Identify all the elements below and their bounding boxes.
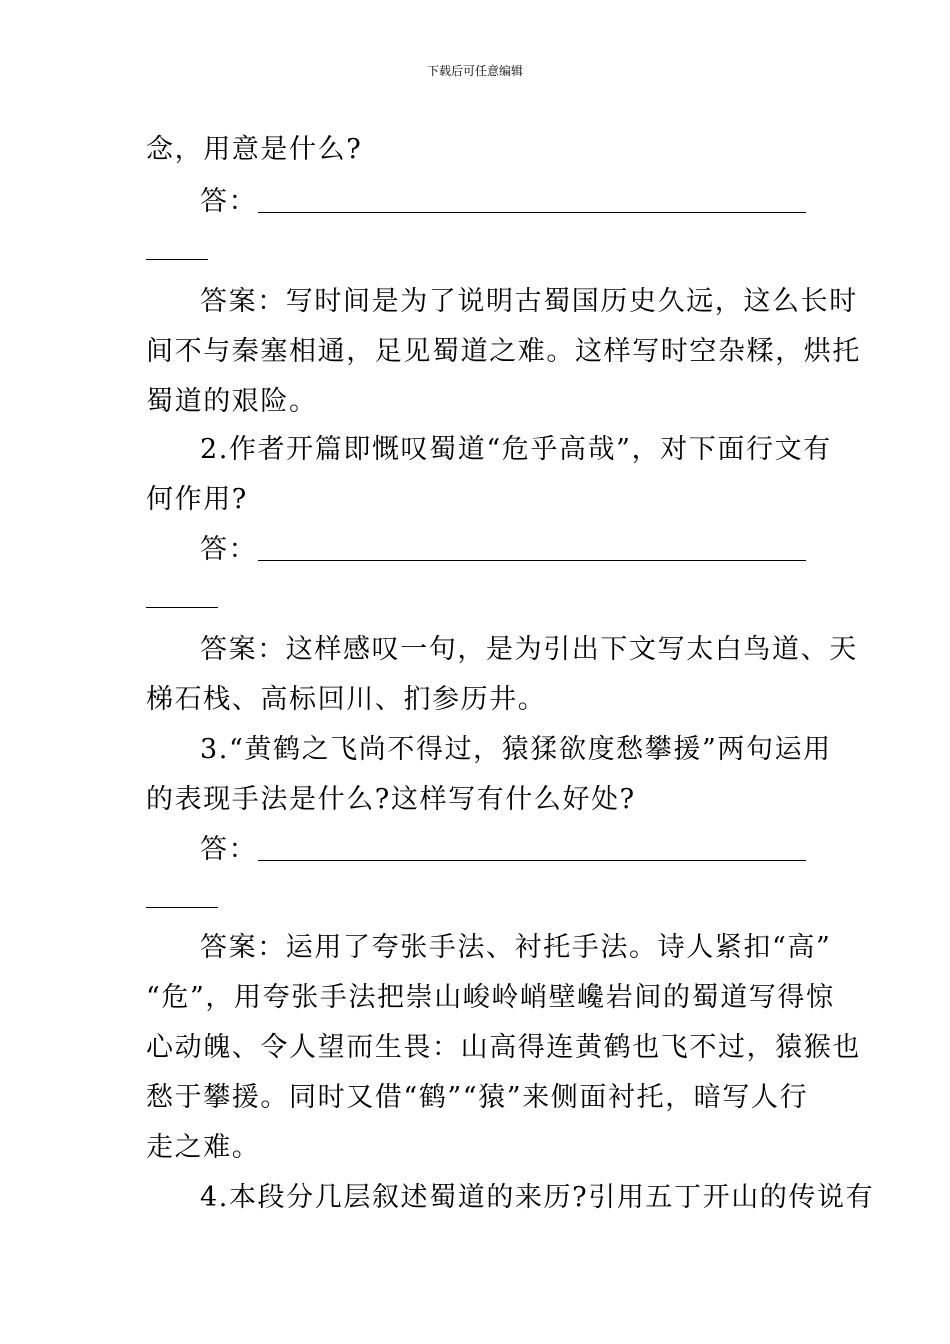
text-line: 蜀道的艰险。 [146,386,318,417]
page-header: 下载后可任意编辑 [426,64,523,78]
text-line: “危”，用夸张手法把崇山峻岭峭壁巉岩间的蜀道写得惊 [146,982,835,1013]
text-line: 何作用? [146,484,248,515]
text-line: 答案：这样感叹一句，是为引出下文写太白鸟道、天 [200,634,858,665]
text-line: 愁于攀援。同时又借“鹤”“猿”来侧面衬托，暗写人行 [146,1082,809,1113]
answer-blank-line-tail [146,907,218,908]
answer-blank-line[interactable] [258,560,806,561]
answer-blank-line[interactable] [258,860,806,861]
text-line: 2.作者开篇即慨叹蜀道“危乎高哉”，对下面行文有 [200,434,832,465]
text-line: 答案：运用了夸张手法、衬托手法。诗人紧扣“高” [200,932,832,963]
text-line: 的表现手法是什么?这样写有什么好处? [146,784,636,815]
answer-blank-line-tail [146,607,218,608]
text-line: 梯石栈、高标回川、扪参历井。 [146,684,547,715]
text-line: 走之难。 [146,1132,261,1163]
answer-blank-line-tail [146,259,208,260]
text-line: 间不与秦塞相通，足见蜀道之难。这样写时空杂糅，烘托 [146,336,861,367]
answer-label: 答： [200,834,258,865]
answer-blank-line[interactable] [258,212,806,213]
answer-label: 答： [200,534,258,565]
text-line: 念，用意是什么? [146,134,363,165]
text-line: 4.本段分几层叙述蜀道的来历?引用五丁开山的传说有 [200,1182,875,1213]
text-line: 答案：写时间是为了说明古蜀国历史久远，这么长时 [200,286,858,317]
text-line: 心动魄、令人望而生畏：山高得连黄鹤也飞不过，猿猴也 [146,1032,861,1063]
answer-label: 答： [200,186,258,217]
text-line: 3.“黄鹤之飞尚不得过，猿猱欲度愁攀援”两句运用 [200,734,832,765]
